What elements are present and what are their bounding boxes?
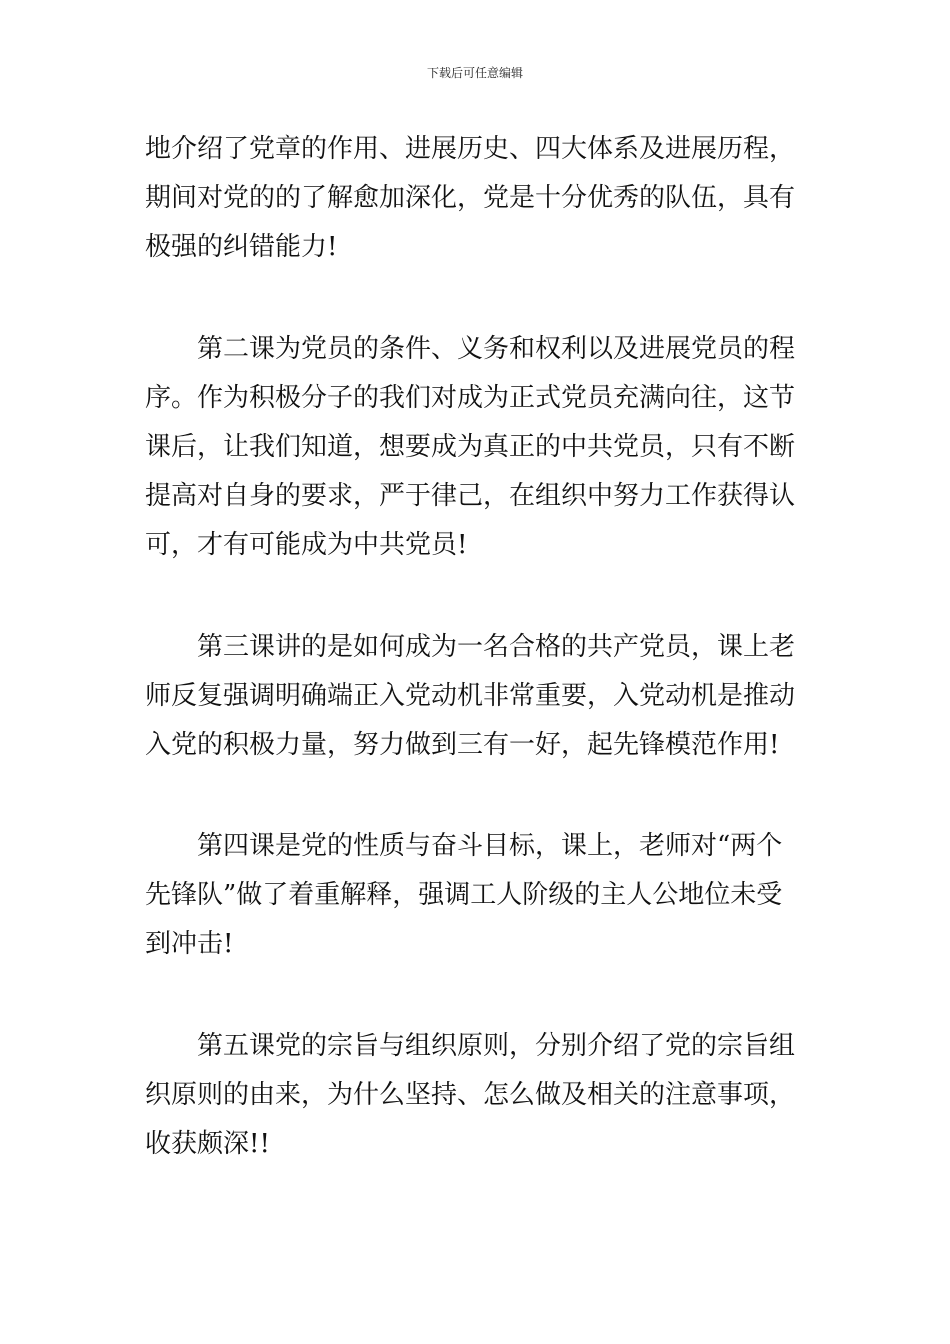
- paragraph-4-line-1: 第四课是党的性质与奋斗目标，课上，老师对“两个: [145, 831, 783, 861]
- paragraph-3-line-1: 第三课讲的是如何成为一名合格的共产党员，课上老: [145, 632, 796, 662]
- paragraph-5-line-3: 收获颇深!!: [145, 1129, 270, 1159]
- paragraph-2-line-3: 课后，让我们知道，想要成为真正的中共党员，只有不断: [145, 432, 796, 462]
- paragraph-3-line-2: 师反复强调明确端正入党动机非常重要，入党动机是推动: [145, 681, 796, 711]
- paragraph-4-line-3: 到冲击!: [145, 929, 234, 959]
- paragraph-2-line-4: 提高对自身的要求，严于律己，在组织中努力工作获得认: [145, 481, 796, 511]
- paragraph-5-line-2: 织原则的由来，为什么坚持、怎么做及相关的注意事项，: [145, 1080, 796, 1110]
- paragraph-1-line-2: 期间对党的的了解愈加深化，党是十分优秀的队伍，具有: [145, 183, 796, 213]
- paragraph-4-line-2: 先锋队”做了着重解释，强调工人阶级的主人公地位未受: [145, 880, 783, 910]
- paragraph-2-line-2: 序。作为积极分子的我们对成为正式党员充满向往，这节: [145, 383, 796, 413]
- paragraph-2-line-5: 可，才有可能成为中共党员!: [145, 530, 468, 560]
- paragraph-2-line-1: 第二课为党员的条件、义务和权利以及进展党员的程: [145, 334, 796, 364]
- paragraph-3-line-3: 入党的积极力量，努力做到三有一好，起先锋模范作用!: [145, 730, 780, 760]
- paragraph-1-line-3: 极强的纠错能力!: [145, 232, 338, 262]
- paragraph-1-line-1: 地介绍了党章的作用、进展历史、四大体系及进展历程，: [145, 134, 796, 164]
- page-header: 下载后可任意编辑: [426, 66, 523, 80]
- paragraph-5-line-1: 第五课党的宗旨与组织原则，分别介绍了党的宗旨组: [145, 1031, 796, 1061]
